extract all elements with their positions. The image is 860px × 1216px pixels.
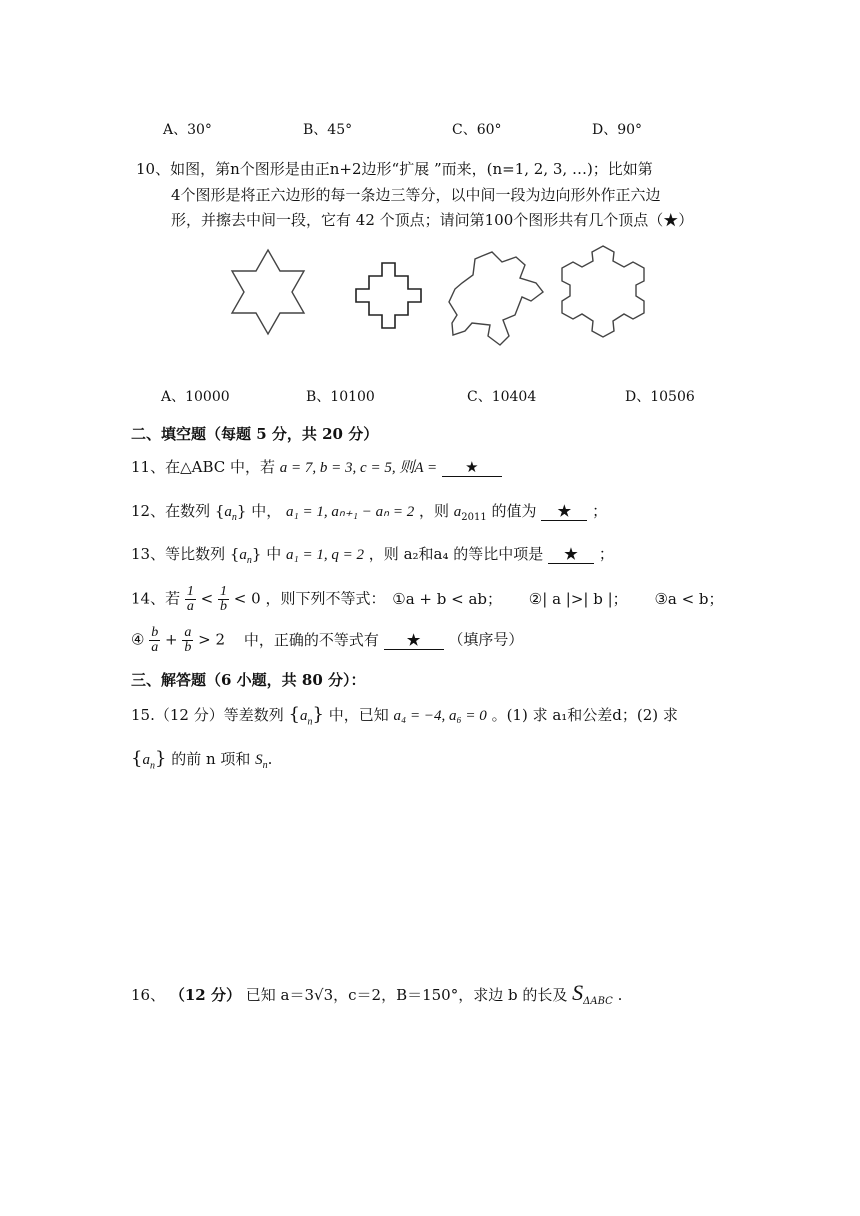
question-16 <box>131 980 622 1007</box>
q12-mid: 中， <box>251 502 282 520</box>
q10-option-d: D、10506 <box>625 389 695 405</box>
q9-option-c: C、60° <box>452 122 502 138</box>
figure-hexagon-expanded <box>562 246 644 337</box>
q12-prefix: 12、在数列 <box>131 502 211 520</box>
q9-option-b: B、45° <box>303 122 353 138</box>
q14-end: （填序号） <box>448 630 524 649</box>
q15-sum-symbol: $S_n$. <box>255 750 273 771</box>
q12-post1: ，则 <box>419 502 450 520</box>
q16-end: . <box>617 986 623 1004</box>
q11-answer-blank: ★ <box>442 458 502 477</box>
q10-line-3: 形，并擦去中间一段，它有 42 个顶点；请问第100个图形共有几个顶点（★） <box>171 211 694 229</box>
section-2-heading: 二、填空题（每题 5 分，共 20 分） <box>131 425 379 443</box>
question-15-line-2 <box>131 748 272 772</box>
q16-text: 已知 a＝3√3，c＝2，B＝150°，求边 b 的长及 <box>245 986 568 1004</box>
q13-expression: a₁ = 1, q = 2 <box>286 547 365 563</box>
q14-fraction-b-over-a: $\frac{b}{a}$ <box>151 625 159 655</box>
q13-answer-blank: ★ <box>548 545 594 564</box>
question-11 <box>131 456 502 477</box>
q13-prefix: 13、等比数列 <box>131 545 226 563</box>
q14-item-4-label: ④ <box>131 630 145 649</box>
q15-mid: 中，已知 <box>328 706 389 724</box>
q14-prefix: 14、若 <box>131 589 181 608</box>
q14-item-4-post: 中，正确的不等式有 <box>243 630 379 649</box>
section-3-heading: 三、解答题（6 小题，共 80 分）： <box>131 671 366 689</box>
q13-sequence: $\{a_n\}$ <box>229 545 262 566</box>
q14-post: ，则下列不等式： <box>265 589 386 608</box>
q9-option-d: D、90° <box>592 122 643 138</box>
q12-term: $a_{2011}$ <box>453 504 487 523</box>
q16-area-symbol: $S_{\Delta ABC}$ <box>572 980 613 1007</box>
question-14-line-2: ④ $\frac{b}{a}$ + $\frac{a}{b}$ > 2 中，正确的不等式有 ★ （填序号） <box>131 625 524 655</box>
q12-post2: 的值为 <box>491 502 537 520</box>
q15-prefix: 15.（12 分）等差数列 <box>131 706 284 724</box>
q14-item-3: ③a < b； <box>654 589 724 608</box>
q11-expression: a = 7, b = 3, c = 5, 则A = <box>279 460 438 476</box>
q14-fraction-1-over-b: $\frac{1}{b}$ <box>220 584 228 614</box>
q15-post: 。(1) 求 a₁和公差d；(2) 求 <box>491 706 678 724</box>
q10-line-1: 10、如图，第n个图形是由正n+2边形“扩展 ”而来，(n=1, 2, 3, …)；比如第 <box>136 160 653 178</box>
q12-answer-blank: ★ <box>541 502 587 521</box>
q16-points: （12 分） <box>169 986 241 1004</box>
question-13 <box>131 543 614 566</box>
q13-mid: 中 <box>266 545 282 563</box>
q13-post: ，则 a₂和a₄ 的等比中项是 <box>368 545 544 563</box>
question-15-line-1 <box>131 704 678 728</box>
q14-fraction-1-over-a: $\frac{1}{a}$ <box>186 584 194 614</box>
q14-item-1: ①a + b < ab； <box>392 589 503 608</box>
q14-answer-blank: ★ <box>384 631 444 650</box>
q15-sequence-2: $\{a_n\}$ <box>131 748 167 772</box>
q13-end: ； <box>598 545 614 563</box>
q15-sequence: $\{a_n\}$ <box>288 704 324 728</box>
q15-condition: a₄ = −4, a₆ = 0 <box>393 708 487 724</box>
q10-line-2: 4个图形是将正六边形的每一条边三等分，以中间一段为边向形外作正六边 <box>171 186 661 204</box>
figure-pentagon-expanded <box>449 252 543 345</box>
q14-fraction-a-over-b: $\frac{a}{b}$ <box>184 625 192 655</box>
figure-square-expanded <box>356 263 421 328</box>
q10-option-c: C、10404 <box>467 389 537 405</box>
q15-line-2-post: 的前 n 项和 <box>171 750 251 768</box>
q10-option-b: B、10100 <box>306 389 375 405</box>
question-12 <box>131 500 607 523</box>
q10-option-a: A、10000 <box>161 389 230 405</box>
q12-sequence: $\{a_n\}$ <box>214 502 247 523</box>
q12-expression: a₁ = 1, aₙ₊₁ − aₙ = 2 <box>286 504 415 520</box>
q11-prefix: 11、在△ABC 中，若 <box>131 458 276 476</box>
figure-hexagram <box>232 250 304 334</box>
question-14: 14、若 $\frac{1}{a}$ < $\frac{1}{b}$ < 0 ，则下列不等式： ①a + b < ab； ②| a |>| b |； ③a < b； <box>131 584 724 614</box>
q10-figures <box>220 245 700 355</box>
q12-end: ； <box>592 502 608 520</box>
q14-item-2: ②| a |>| b |； <box>528 589 628 608</box>
q9-option-a: A、30° <box>163 122 212 138</box>
q16-prefix: 16、 <box>131 986 166 1004</box>
